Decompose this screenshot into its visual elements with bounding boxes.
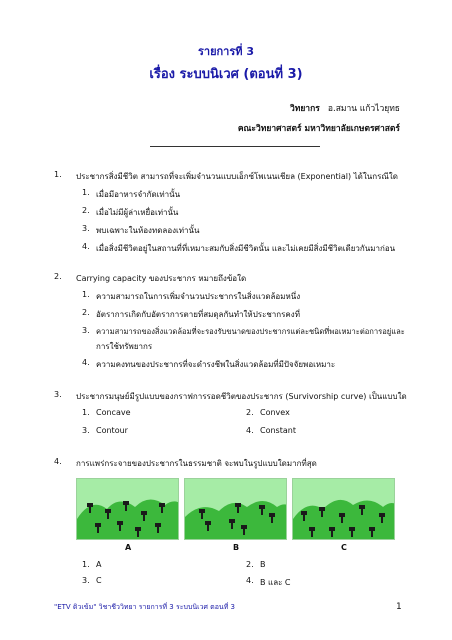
forest-image-c: [292, 478, 395, 540]
page-number: 1: [396, 602, 402, 612]
option-number: 4.: [246, 426, 254, 435]
forest-image-b: [184, 478, 287, 540]
author-line: [290, 101, 400, 115]
option-text: B และ C: [260, 578, 291, 587]
question-text: Carrying capacity ของประชากร หมายถึงข้อใด: [76, 274, 247, 283]
option-number: 1.: [82, 188, 90, 197]
question-number: 3.: [54, 390, 62, 399]
option-text: พบเฉพาะในห้องทดลองเท่านั้น: [96, 226, 200, 235]
option-number: 1.: [82, 290, 90, 299]
header-divider: [150, 146, 320, 147]
option-text: Concave: [96, 408, 131, 417]
option-number: 2.: [246, 560, 254, 569]
option-number: 3.: [82, 224, 90, 233]
option-text: Convex: [260, 408, 290, 417]
option-number: 3.: [82, 576, 90, 585]
question-number: 2.: [54, 272, 62, 281]
option-text-continued: การใช้ทรัพยากร: [96, 342, 153, 351]
option-number: 4.: [246, 576, 254, 585]
option-text: A: [96, 560, 102, 569]
option-number: 2.: [82, 308, 90, 317]
figure-label-b: B: [233, 543, 240, 552]
option-number: 3.: [82, 426, 90, 435]
author-name: อ.สมาน แก้วไวยุทธ: [327, 104, 400, 114]
forest-image-a: [76, 478, 179, 540]
page-title: เรื่อง ระบบนิเวศ (ตอนที่ 3): [149, 67, 303, 82]
question-text: การแพร่กระจายของประชากรในธรรมชาติ จะพบในรูปแบบใดมากที่สุด: [76, 459, 317, 468]
option-text: Contour: [96, 426, 128, 435]
option-text: Constant: [260, 426, 296, 435]
figure-label-c: C: [341, 543, 347, 552]
option-number: 2.: [246, 408, 254, 417]
footer-text: "ETV ติวเข้ม" วิชาชีววิทยา รายการที่ 3 ระบบนิเวศ ตอนที่ 3: [54, 603, 235, 611]
program-heading: รายการที่ 3: [197, 45, 254, 58]
option-number: 1.: [82, 560, 90, 569]
option-text: อัตราการเกิดกับอัตราการตายที่สมดุลกันทำให้ประชากรคงที่: [96, 310, 300, 319]
option-text: C: [96, 576, 102, 585]
option-text: ความคงทนของประชากรที่จะดำรงชีพในสิ่งแวดล้อมที่มีปัจจัยพอเหมาะ: [96, 360, 336, 369]
option-number: 4.: [82, 242, 90, 251]
question-text: ประชากรมนุษย์มีรูปแบบของกราฟการรอดชีวิตของประชากร (Survivorship curve) เป็นแบบใด: [76, 392, 407, 401]
option-text: ความสามารถในการเพิ่มจำนวนประชากรในสิ่งแวดล้อมหนึ่ง: [96, 292, 301, 301]
question-number: 4.: [54, 457, 62, 466]
option-number: 1.: [82, 408, 90, 417]
option-text: เมื่อไม่มีผู้ล่าเหยื่อเท่านั้น: [96, 208, 179, 217]
question-text: ประชากรสิ่งมีชีวิต สามารถที่จะเพิ่มจำนวนแบบเอ็กซ์โพเนนเชียล (Exponential) ได้ในกรณีใด: [76, 172, 398, 181]
author-label: วิทยากร: [289, 104, 320, 114]
option-text: เมื่อสิ่งมีชีวิตอยู่ในสถานที่ที่เหมาะสมกับสิ่งมีชีวิตนั้น และไม่เคยมีสิ่งมีชีวิตเดียวกันมาก่อน: [96, 244, 396, 253]
option-text: ความสามารถของสิ่งแวดล้อมที่จะรองรับขนาดของประชากรแต่ละชนิดที่พอเหมาะต่อการอยู่และ: [96, 327, 405, 336]
option-number: 2.: [82, 206, 90, 215]
option-number: 4.: [82, 358, 90, 367]
figure-label-a: A: [125, 543, 132, 552]
question-number: 1.: [54, 170, 62, 179]
option-number: 3.: [82, 326, 90, 335]
affiliation: คณะวิทยาศาสตร์ มหาวิทยาลัยเกษตรศาสตร์: [237, 124, 400, 134]
option-text: เมื่อมีอาหารจำกัดเท่านั้น: [96, 190, 181, 199]
option-text: B: [260, 560, 266, 569]
